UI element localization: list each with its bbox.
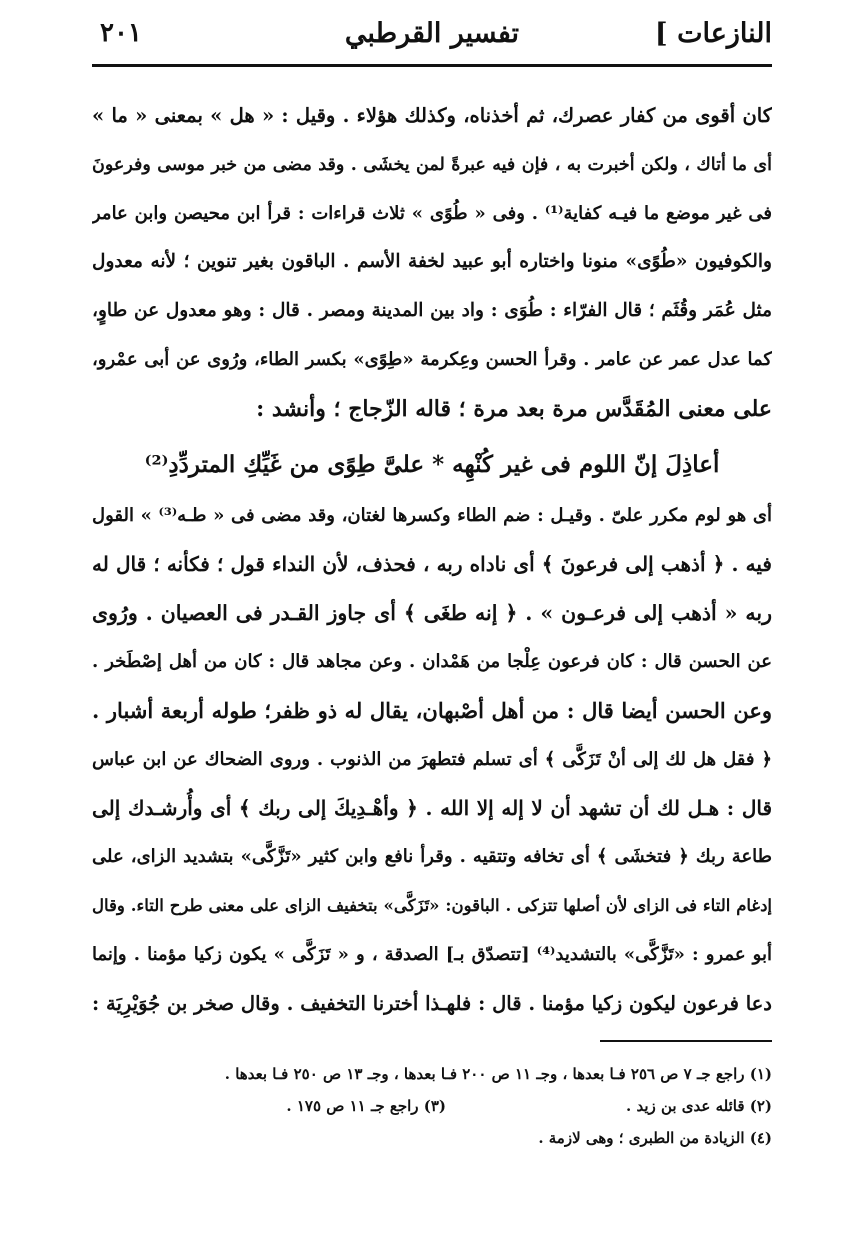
text-line: قال : هـل لك أن تشهد أن لا إله إلا الله . ﴿ وأهْـدِيكَ إلى ربك ﴾ أى وأُرشـدك إلى bbox=[92, 796, 772, 821]
text-line: أى ما أتاك ، ولكن أخبرت به ، فإن فيه عبرةً لمن يخشَى . وقد مضى من خبر موسى وفرعونَ bbox=[92, 154, 772, 175]
footnote-4: (٤) الزيادة من الطبرى ؛ وهى لازمة . bbox=[538, 1129, 772, 1147]
text-line: ربه « أذهب إلى فرعـون » . ﴿ إنه طغَى ﴾ أى جاوز القـدر فى العصيان . ورُوى bbox=[92, 601, 772, 626]
text-line: دعا فرعون ليكون زكيا مؤمنا . قال : فلهـذا أخترنا التخفيف . وقال صخر بن جُوَيْرِيَة : bbox=[92, 991, 772, 1015]
text-line: كما عدل عمر عن عامر . وقرأ الحسن وعِكرمة «طِوًى» بكسر الطاء، ورُوى عن أبى عمْرو، bbox=[92, 348, 772, 370]
text-line: طاعة ربك ﴿ فتخشَى ﴾ أى تخافه وتتقيه . وقرأ نافع وابن كثير «تَزَّكَّى» بتشديد الزاى، على bbox=[92, 846, 772, 868]
text-line: والكوفيون «طُوًى» منونا واختاره أبو عبيد لخفة الأسم . الباقون بغير تنوين ؛ لأنه معدول bbox=[92, 251, 772, 273]
main-text bbox=[92, 92, 772, 1028]
poetry-verse: أعاذِلَ إنّ اللوم فى غير كُنْهِه * علىَّ طِوًى من غَيِّكِ المتردِّدِ⁽²⁾ bbox=[144, 450, 720, 478]
text-line: أبو عمرو : «تَزَّكَّى» بالتشديد⁽⁴⁾ [تتصدّق بـ] الصدقة ، و « تَزَكَّى » يكون زكيا مؤمنا . وإنما bbox=[92, 943, 772, 965]
text-line: ﴿ فقل هل لك إلى أنْ تَزَكَّى ﴾ أى تسلم فتطهرَ من الذنوب . وروى الضحاك عن ابن عباس bbox=[92, 748, 772, 770]
page-number: ٢٠١ bbox=[100, 18, 142, 48]
footnote-2: (٢) قائله عدى بن زيد . bbox=[626, 1097, 772, 1115]
text-line: إدغام التاء فى الزاى لأن أصلها تتزكى . الباقون: «تَزَكَّى» بتخفيف الزاى على معنى طرح التاء. وقال bbox=[92, 895, 772, 915]
footnotes bbox=[120, 1058, 772, 1154]
text-line: فيه . ﴿ أذهب إلى فرعونَ ﴾ أى ناداه ربه ، فحذف، لأن النداء قول ؛ فكأنه ؛ قال له bbox=[92, 552, 772, 577]
text-line: على معنى المُقَدَّس مرة بعد مرة ؛ قاله الزّجاج ؛ وأنشد : bbox=[256, 395, 772, 422]
footnote-3: (٣) راجع جـ ١١ ص ١٧٥ . bbox=[286, 1097, 446, 1115]
text-line: عن الحسن قال : كان فرعون عِلْجا من هَمْدان . وعن مجاهد قال : كان من أهل إصْطَخر . bbox=[92, 650, 772, 672]
text-line: كان أقوى من كفار عصرك، ثم أخذناه، وكذلك هؤلاء . وقيل : « هل » بمعنى « ما » bbox=[92, 104, 772, 127]
text-line: مثل عُمَر وقُثَم ؛ قال الفرّاء : طُوَى : واد بين المدينة ومصر . قال : وهو معدول عن طاوٍ، bbox=[92, 300, 772, 322]
text-line: فى غير موضع ما فيـه كفاية⁽¹⁾ . وفى « طُوًى » ثلاث قراءات : قرأ ابن محيصن وابن عامر bbox=[92, 202, 772, 224]
text-line: وعن الحسن أيضا قال : من أهل أصْبهان، يقال له ذو ظفر؛ طوله أربعة أشبار . bbox=[92, 697, 772, 723]
book-title: تفسير القرطبي bbox=[344, 18, 520, 49]
footnote-1: (١) راجع جـ ٧ ص ٢٥٦ فـا بعدها ، وجـ ١١ ص ٢٠٠ فـا بعدها ، وجـ ١٣ ص ٢٥٠ فـا بعدها . bbox=[224, 1065, 772, 1083]
surah-name: النازعات ] bbox=[654, 18, 772, 49]
text-line: أى هو لوم مكرر علىّ . وقيـل : ضم الطاء وكسرها لغتان، وقد مضى فى « طـه⁽³⁾ » القول bbox=[92, 504, 772, 526]
footnote-row bbox=[120, 1090, 772, 1122]
page-header bbox=[92, 14, 772, 67]
footnote-divider bbox=[600, 1040, 772, 1042]
